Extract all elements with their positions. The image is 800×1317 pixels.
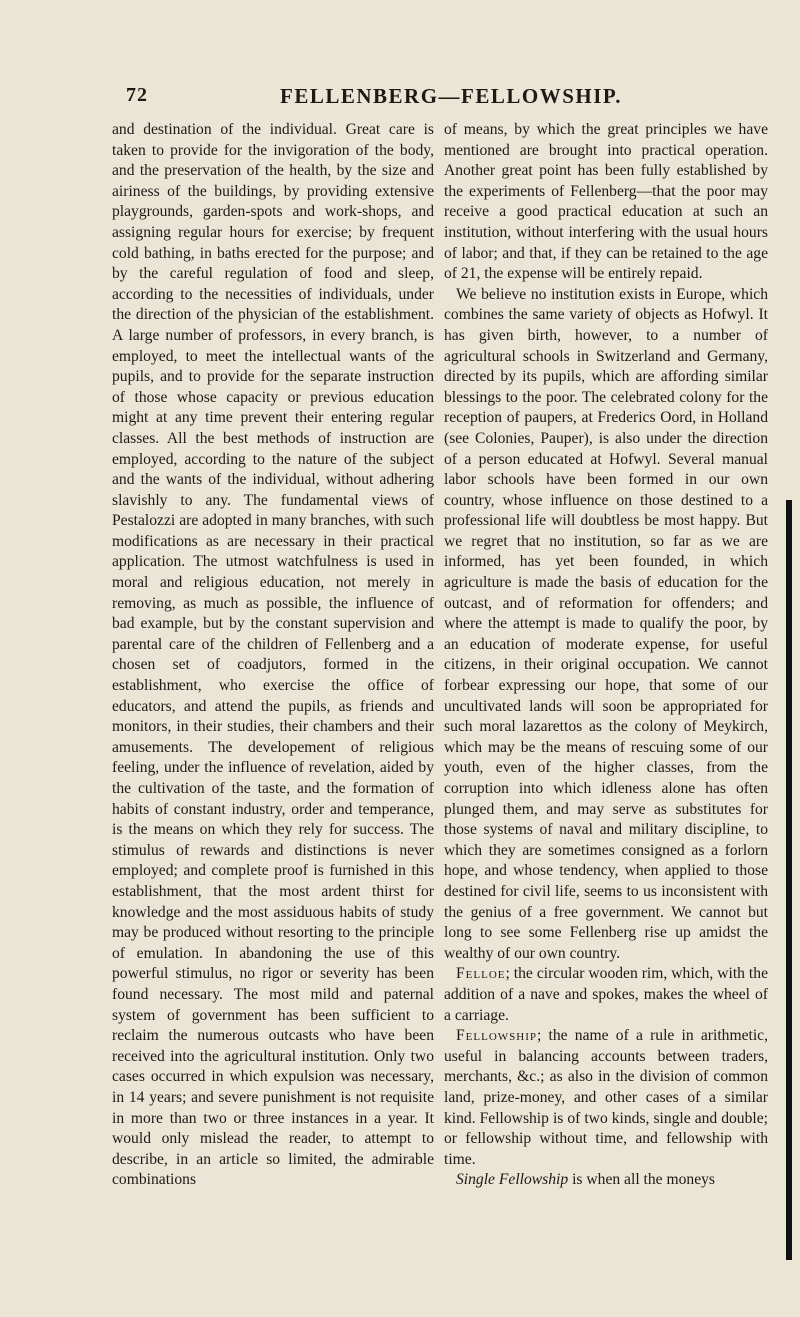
- left-column: [112, 120, 434, 1191]
- body-paragraph: We believe no institution exists in Europe, which combines the same variety of objects as Hofwyl. It has given birth, however, to a number of agricultural schools in Switzerland and Germany, directed by its pupils, which are affording similar blessings to the poor. The celebrated colony for the reception of paupers, at Frederics Oord, in Holland (see Colonies, Pauper), is also under the direction of a person educated at Hofwyl. Several manual labor schools have been formed in our own country, whose influence on those destined to a professional life will doubtless be most happy. But we regret that no institution, so far as we are informed, has yet been founded, in which agriculture is made the basis of education for the outcast, and of reformation for offenders; and where the attempt is made to qualify the poor, by an education of moderate expense, for useful citizens, in their original occupation. We cannot forbear expressing our hope, that some of our uncultivated lands will soon be appropriated for such moral lazarettos as the colony of Meykirch, which may be the means of rescuing some of our youth, even of the higher classes, from the corruption into which idleness alone has often plunged them, and may serve as substitutes for those systems of naval and military discipline, to which they are sometimes consigned as a forlorn hope, and whose tendency, when applied to those destined for civil life, seems to us inconsistent with the genius of a free government. We cannot but long to see some Fellenberg rise up amidst the wealthy of our own country.: [444, 285, 768, 962]
- italic-term: Single Fellowship: [456, 1171, 569, 1189]
- body-paragraph: and destination of the individual. Great care is taken to provide for the invigoration of the body, and the preservation of the health, by the size and airiness of the buildings, by providing extensive playgrounds, garden-spots and work-shops, and assigning regular hours for exercise; by frequent cold bathing, in baths erected for the purpose; and by the careful regulation of food and sleep, according to the necessities of individuals, under the direction of the physician of the establishment. A large number of professors, in every branch, is employed, to meet the intellectual wants of the pupils, and to provide for the separate instruction of those whose capacity or previous education might at any time prevent their entering regular classes. All the best methods of instruction are employed, according to the nature of the subject and the wants of the individual, without adhering slavishly to any. The fundamental views of Pestalozzi are adopted in many branches, with such modifications as are necessary in their practical application. The utmost watchfulness is used in moral and religious education, not merely in removing, as much as possible, the influence of bad example, but by the constant supervision and parental care of the children of Fellenberg and a chosen set of coadjutors, formed in the establishment, who exercise the office of educators, and attend the pupils, as friends and monitors, in their studies, their chambers and their amusements. The developement of religious feeling, under the influence of revelation, aided by the cultivation of the taste, and the formation of habits of constant industry, order and temperance, is the means on which they rely for success. The stimulus of rewards and distinctions is never employed; and complete proof is furnished in this establishment, that the most ardent thirst for knowledge and the most assiduous habits of study may be produced without resorting to the principle of emulation. In abandoning the use of this powerful stimulus, no rigor or severity has been found necessary. The most mild and paternal system of government has been sufficient to reclaim the numerous outcasts who have been received into the agricultural institution. Only two cases occurred in which expulsion was necessary, in 14 years; and severe punishment is not requisite in more than two or three instances in a year. It would only mislead the reader, to attempt to describe, in an article so limited, the admirable combinations: [112, 121, 434, 1189]
- entry-felloe: [444, 964, 768, 1026]
- page-header: [0, 84, 800, 114]
- body-paragraph-last: [444, 1170, 768, 1191]
- running-head: FELLENBERG—FELLOWSHIP.: [280, 84, 623, 108]
- entry-term: Fellowship: [456, 1027, 537, 1045]
- page-edge-shadow: [786, 500, 792, 1260]
- right-column: [444, 120, 768, 1191]
- body-text: is when all the moneys: [568, 1171, 716, 1189]
- entry-text: ; the name of a rule in arithmetic, useful in balancing accounts between traders, merchants, &c.; as also in the division of common land, prize-money, and other cases of a similar kind. Fellowship is of two kinds, single and double; or fellowship without time, and fellowship with time.: [444, 1027, 768, 1168]
- page-number: 72: [126, 84, 148, 106]
- entry-fellowship: [444, 1026, 768, 1170]
- entry-text: ; the circular wooden rim, which, with the addition of a nave and spokes, makes the wheel of a carriage.: [444, 965, 768, 1024]
- body-paragraph: of means, by which the great principles we have mentioned are brought into practical operation. Another great point has been fully established by the experiments of Fellenberg—that the poor may receive a good practical education at such an institution, without interfering with the usual hours of labor; and that, if they can be retained to the age of 21, the expense will be entirely repaid.: [444, 121, 768, 283]
- entry-term: Felloe: [456, 965, 506, 983]
